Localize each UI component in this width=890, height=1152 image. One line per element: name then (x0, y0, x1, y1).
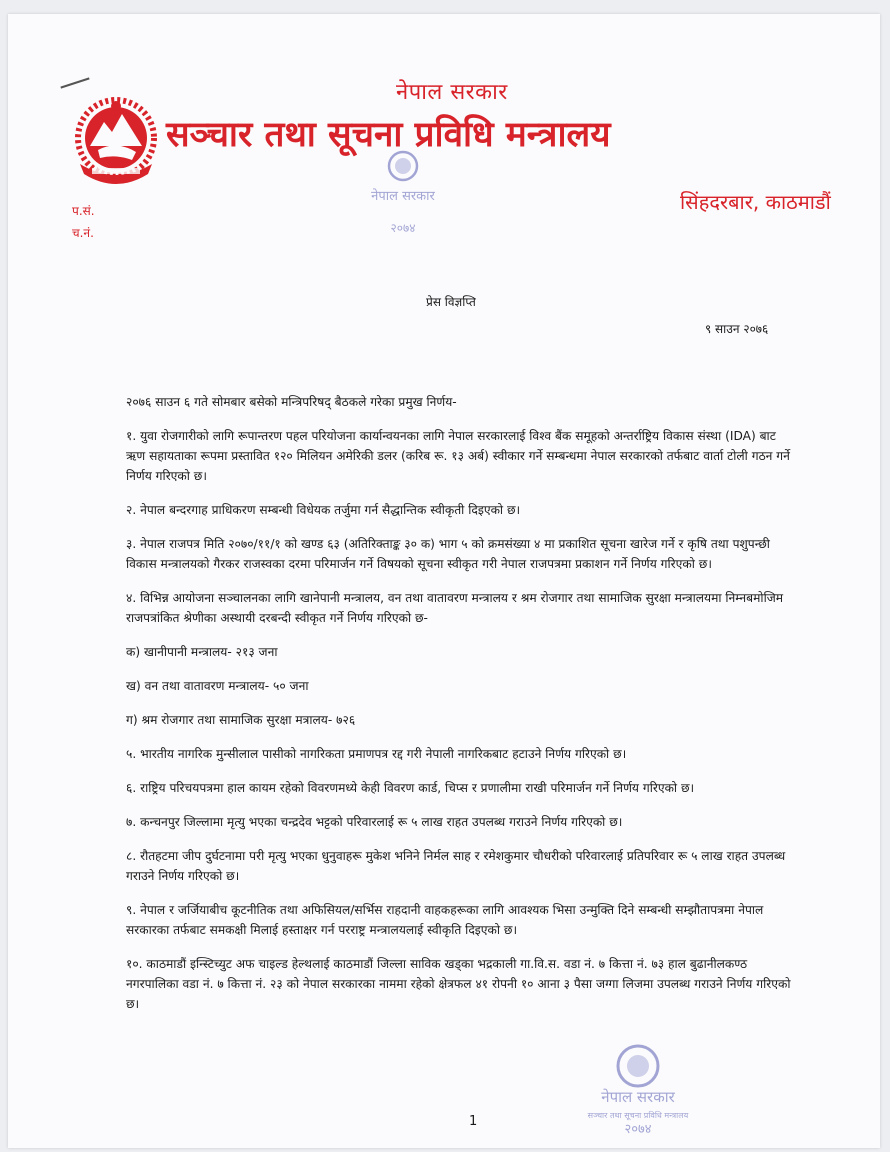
office-stamp-bottom (558, 1036, 718, 1136)
intro-line: २०७६ साउन ६ गते सोमबार बसेको मन्त्रिपरिषद् बैठकले गरेका प्रमुख निर्णय- (126, 395, 457, 409)
decision-item-9: ९. नेपाल र जर्जियाबीच कूटनीतिक तथा अफिसियल/सर्भिस राहदानी वाहकहरूका लागि आवश्यक भिसा उन्मुक्ति दिने सम्बन्धी सम्झौतापत्रमा नेपाल सरकारका तर्फबाट समकक्षी मिलाई हस्ताक्षर गर्न परराष्ट्र मन्त्रालयलाई स्वीकृति दिइएको छ। (126, 903, 764, 937)
ministry-name: सञ्चार तथा सूचना प्रविधि मन्त्रालय (166, 115, 611, 155)
decision-item-6: ६. राष्ट्रिय परिचयपत्रमा हाल कायम रहेको विवरणमध्ये केही विवरण कार्ड, चिप्स र प्रणालीमा राखी परिमार्जन गर्ने निर्णय गरिएको छ। (126, 781, 695, 795)
decision-item-8: ८. रौतहटमा जीप दुर्घटनामा परी मृत्यु भएका धुनुवाहरू मुकेश भनिने निर्मल साह र रमेशकुमार चौधरीको परिवारलाई प्रतिपरिवार रू ५ लाख राहत उपलब्ध गराउने निर्णय गरिएको छ। (126, 849, 786, 883)
decision-item-3: ३. नेपाल राजपत्र मिति २०७०/११/१ को खण्ड ६३ (अतिरिक्ताङ्क ३० क) भाग ५ को क्रमसंख्या ४ मा प्रकाशित सूचना खारेज गर्ने र कृषि तथा पशुपन्छी विकास मन्त्रालयको गैरकर राजस्वका दरमा परिमार्जन गर्ने विषयको सूचना स्वीकृत गरी नेपाल राजपत्रमा प्रकाशन गर्ने निर्णय गरिएको छ। (126, 537, 770, 571)
decision-item-5: ५. भारतीय नागरिक मुन्सीलाल पासीको नागरिकता प्रमाणपत्र रद्द गरी नेपाली नागरिकबाट हटाउने निर्णय गरिएको छ। (126, 747, 627, 761)
dispatch-number-label: च.नं. (72, 226, 94, 240)
office-stamp-top (348, 142, 458, 238)
document-body (126, 392, 796, 1028)
decision-item-4: ४. विभिन्न आयोजना सञ्चालनका लागि खानेपानी मन्त्रालय, वन तथा वातावरण मन्त्रालय र श्रम रोजगार तथा सामाजिक सुरक्षा मन्त्रालयमा निम्नबमोजिम राजपत्रांकित श्रेणीका अस्थायी दरबन्दी स्वीकृत गर्ने निर्णय गरिएको छ- (126, 591, 784, 625)
page-number: 1 (469, 1114, 478, 1129)
government-name: नेपाल सरकार (396, 80, 508, 105)
stamp-bottom-line1: नेपाल सरकार (601, 1088, 675, 1106)
decision-item-4-kha: ख) वन तथा वातावरण मन्त्रालय- ५० जना (126, 679, 309, 693)
document-date: ९ साउन २०७६ (705, 322, 769, 336)
office-location: सिंहदरबार, काठमाडौं (680, 190, 831, 214)
document-page (8, 14, 880, 1148)
nepal-emblem-icon (70, 94, 162, 190)
decision-item-7: ७. कन्चनपुर जिल्लामा मृत्यु भएका चन्द्रदेव भट्टको परिवारलाई रू ५ लाख राहत उपलब्ध गराउने निर्णय गरिएको छ। (126, 815, 623, 829)
stamp-bottom-line2: सञ्चार तथा सूचना प्रविधि मन्त्रालय (587, 1111, 689, 1120)
decision-item-1: १. युवा रोजगारीको लागि रूपान्तरण पहल परियोजना कार्यान्वयनका लागि नेपाल सरकारलाई विश्व बैंक समूहको अन्तर्राष्ट्रिय विकास संस्था (IDA) बाट ऋण सहायताका रूपमा प्रस्तावित १२० मिलियन अमेरिकी डलर (करिब रू. १३ अर्ब) स्वीकार गर्ने सम्बन्धमा नेपाल सरकारको तर्फबाट वार्ता टोली गठन गर्ने निर्णय गरिएको छ। (126, 429, 790, 483)
stamp-bottom-year: २०७४ (624, 1122, 652, 1136)
decision-item-10: १०. काठमाडौं इन्स्टिच्युट अफ चाइल्ड हेल्थलाई काठमाडौं जिल्ला साविक खड्का भद्रकाली गा.वि.स. वडा नं. ७ कित्ता नं. ७३ हाल बुढानीलकण्ठ नगरपालिका वडा नं. ७ कित्ता नं. २३ को नेपाल सरकारका नाममा रहेको क्षेत्रफल ४१ रोपनी १० आना ३ पैसा जग्गा लिजमा उपलब्ध गराउने निर्णय गरिएको छ। (126, 957, 791, 1011)
stamp-top-year: २०७४ (390, 221, 416, 235)
stamp-top-line1: नेपाल सरकार (371, 189, 435, 204)
decision-item-4-ga: ग) श्रम रोजगार तथा सामाजिक सुरक्षा मत्रालय- ७२६ (126, 713, 356, 727)
decision-item-4-ka: क) खानीपानी मन्त्रालय- २१३ जना (126, 645, 278, 659)
document-title: प्रेस विज्ञप्ति (426, 295, 476, 309)
reference-number-label: प.सं. (72, 204, 95, 218)
pen-mark (60, 77, 89, 88)
decision-item-2: २. नेपाल बन्दरगाह प्राधिकरण सम्बन्धी विधेयक तर्जुमा गर्न सैद्धान्तिक स्वीकृती दिइएको छ। (126, 503, 521, 517)
